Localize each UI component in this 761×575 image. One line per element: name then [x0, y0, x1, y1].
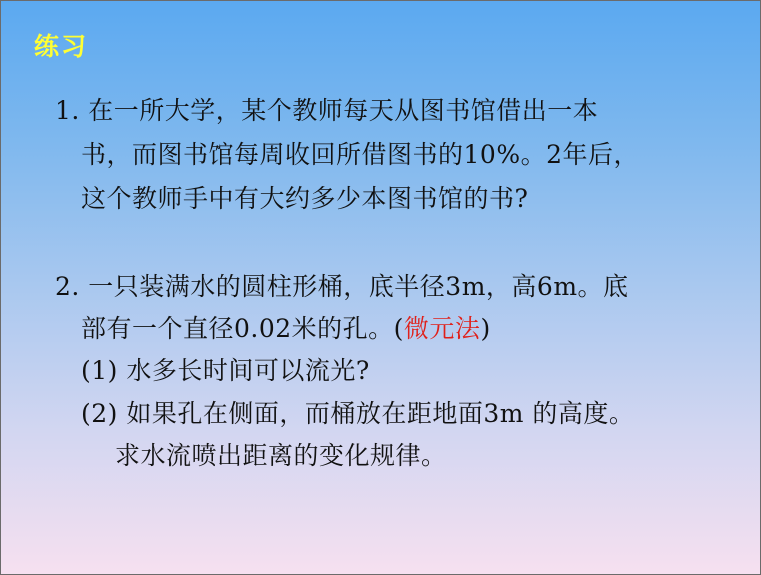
problem-1-line-2: 书，而图书馆每周收回所借图书的10%。2年后， — [81, 140, 639, 169]
method-highlight: 微元法 — [403, 314, 481, 343]
problem-2-sub-2-continuation: 求水流喷出距离的变化规律。 — [115, 441, 447, 470]
problem-2-line-1: 2. 一只装满水的圆柱形桶，底半径3m，高6m。底 — [55, 272, 629, 301]
problem-1-line-3: 这个教师手中有大约多少本图书馆的书? — [81, 184, 529, 213]
slide-title: 练习 — [34, 32, 89, 61]
problem-2-sub-2: (2) 如果孔在侧面，而桶放在距地面3m 的高度。 — [81, 399, 635, 428]
problem-2-line-2 — [81, 309, 491, 345]
problem-1-line-1: 1. 在一所大学，某个教师每天从图书馆借出一本 — [55, 96, 599, 125]
problem-2-line-2-suffix: ) — [480, 314, 491, 343]
problem-2-line-2-prefix: 部有一个直径0.02米的孔。( — [81, 314, 404, 343]
problem-2-sub-1: (1) 水多长时间可以流光? — [81, 356, 370, 385]
